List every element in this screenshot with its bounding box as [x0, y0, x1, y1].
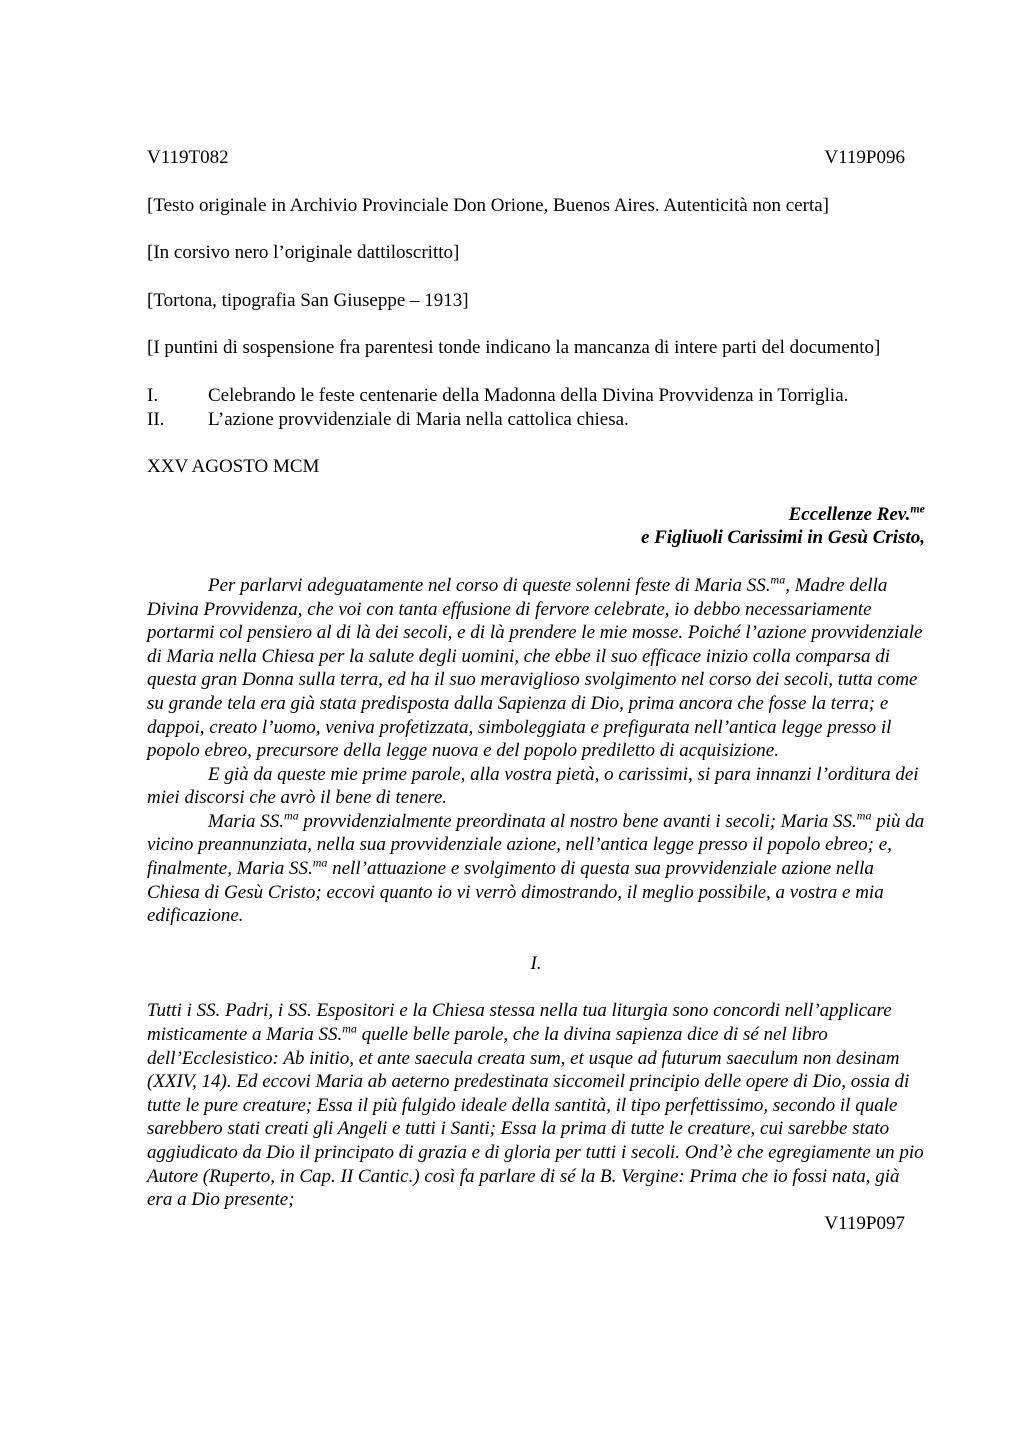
note-source: [Testo originale in Archivio Provinciale Don Orione, Buenos Aires. Autenticità non certa]: [147, 194, 829, 216]
note-ellipsis: [I puntini di sospensione fra parentesi tonde indicano la mancanza di intere parti del documento]: [147, 337, 881, 359]
intro-paragraph-3: Maria SS.$^{ma}$ provvidenzialmente preordinata al nostro bene avanti i secoli; Maria SS.$^{ma}$ più da vicino preannunziata, nella sua provvidenziale azione, nell’antica legge presso il popolo ebreo; e, finalmente, Maria SS.$^{ma}$ nell’attuazione e svolgimento di questa sua provvidenziale azione nella Chiesa di Gesù Cristo; eccovi quanto io vi verrò dimostrando, il meglio possibile, a vostra e mia edificazione.: [147, 808, 925, 927]
salutation-line-1: Eccellenze Rev.$^{me}$: [788, 501, 925, 525]
page-header: [147, 146, 925, 170]
section-paragraph: Tutti i SS. Padri, i SS. Espositori e la Chiesa stessa nella tua liturgia sono concordi nell’applicare misticamente a Maria SS.$^{ma}$ quelle belle parole, che la divina sapienza dice di sé nel libro dell’Ecclesistico: Ab initio, et ante saecula creata sum, et usque ad futurum saeculum non desinam (XXIV, 14). Ed eccovi Maria ab aeterno predestinata siccomeil principio delle opere di Dio, ossia di tutte le pure creature; Essa il più fulgido ideale della santità, il tipo perfettissimo, secondo il quale sarebbero stati creati gli Angeli e tutti i Santi; Essa la prima di tutte le creature, cui sarebbe stato aggiudicato da Dio il principato di grazia e di gloria per tutti i secoli. Ond’è che egregiamente un pio Autore (Ruperto, in Cap. II Cantic.) così fa parlare di sé la B. Vergine: Prima che io fossi nata, già era a Dio presente;: [147, 1000, 924, 1211]
outline-list: [147, 384, 925, 431]
note-typescript: [In corsivo nero l’originale dattiloscritto]: [147, 242, 460, 264]
list-item-text: L’azione provvidenziale di Maria nella cattolica chiesa.: [208, 408, 629, 430]
document-code: V119T082: [147, 147, 229, 168]
section-heading: I.: [530, 952, 542, 974]
note-printing: [Tortona, tipografia San Giuseppe – 1913]: [147, 289, 469, 311]
intro-paragraph-1: Per parlarvi adeguatamente nel corso di queste solenni feste di Maria SS.$^{ma}$, Madre della Divina Provvidenza, che voi con tanta effusione di fervore celebrate, io debbo necessariamente portarmi col pensiero al di là dei secoli, e di là prendere le mie mosse. Poiché l’azione provvidenziale di Maria nella Chiesa per la salute degli uomini, che ebbe il suo efficace inizio colla comparsa di questa gran Donna sulla terra, ed ha il suo meraviglioso svolgimento nel corso dei secoli, tutta come su grande tela era già stata predisposta dalla Sapienza di Dio, prima ancora che fosse la terra; e dappoi, creato l’uomo, veniva profetizzata, simboleggiata e prefigurata nell’antica legge presso il popolo ebreo, precursore della legge nuova e del popolo prediletto di acquisizione.: [147, 572, 923, 762]
page-code: V119P096: [824, 147, 905, 168]
salutation-line-2: e Figliuoli Carissimi in Gesù Cristo,: [640, 527, 925, 549]
list-item: [147, 384, 925, 408]
list-item-number: I.: [147, 384, 159, 406]
document-page: [147, 146, 925, 1235]
salutation: [147, 503, 925, 550]
page-reference: V119P097: [824, 1212, 905, 1234]
list-item: [147, 408, 925, 432]
intro-paragraph-2: E già da queste mie prime parole, alla vostra pietà, o carissimi, si para innanzi l’orditura dei miei discorsi che avrò il bene di tenere.: [147, 763, 919, 809]
list-item-number: II.: [147, 408, 165, 430]
date-line: XXV AGOSTO MCM: [147, 456, 320, 478]
list-item-text: Celebrando le feste centenarie della Madonna della Divina Provvidenza in Torriglia.: [208, 384, 849, 406]
